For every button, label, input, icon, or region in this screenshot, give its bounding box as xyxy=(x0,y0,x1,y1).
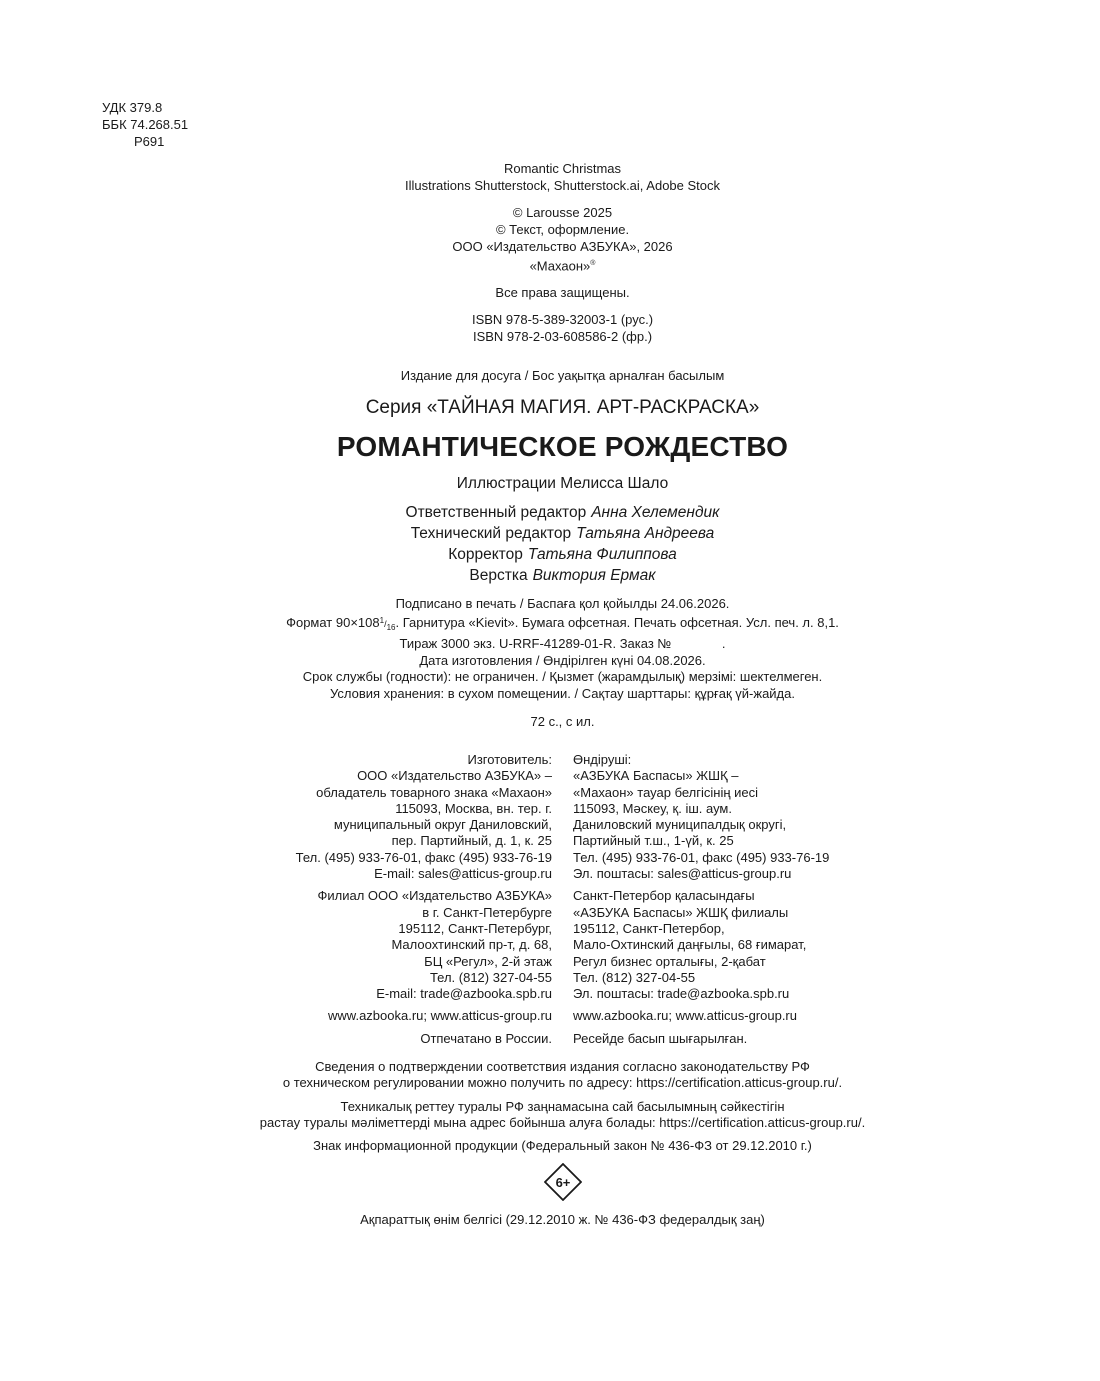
page-count: 72 с., с ил. xyxy=(530,714,595,730)
format-denominator: 16 xyxy=(386,622,396,632)
isbn-fr: ISBN 978-2-03-608586-2 (фр.) xyxy=(472,329,653,345)
format-line xyxy=(0,613,1100,636)
format-slash: / xyxy=(384,618,387,629)
branch-kz-line: Эл. поштасы: trade@azbooka.spb.ru xyxy=(573,986,790,1002)
manufacturer-ru-line: Тел. (495) 933-76-01, факс (495) 933-76-19 xyxy=(295,849,552,865)
shelf-life: Срок службы (годности): не ограничен. / Қызмет (жарамдылық) мерзімі: шектелмеген. xyxy=(302,669,823,685)
branch-kz-line: 195112, Санкт-Петербор, xyxy=(573,920,725,936)
info-sign-text: Знак информационной продукции (Федеральный закон № 436-ФЗ от 29.12.2010 г.) xyxy=(313,1138,812,1154)
manufacturer-ru-line: 115093, Москва, вн. тер. г. xyxy=(395,800,552,816)
staff-row xyxy=(0,523,1100,544)
manufacturer-ru-line: Изготовитель: xyxy=(467,752,552,767)
certification-ru-1: Сведения о подтверждении соответствия издания согласно законодательству РФ xyxy=(315,1059,810,1074)
author-code: Р691 xyxy=(134,134,165,149)
copyright-line-2: © Текст, оформление. xyxy=(495,222,630,237)
age-rating-diamond-icon xyxy=(544,1163,582,1201)
branch-ru-line: БЦ «Регул», 2-й этаж xyxy=(424,953,552,969)
storage-conditions: Условия хранения: в сухом помещении. / Сақтау шарттары: құрғақ үй-жайда. xyxy=(329,685,795,701)
branch-ru-line: 195112, Санкт-Петербург, xyxy=(398,920,552,936)
format-fraction xyxy=(379,615,396,632)
isbn-ru: ISBN 978-5-389-32003-1 (рус.) xyxy=(471,312,654,328)
staff-row xyxy=(0,502,1100,523)
staff-list xyxy=(0,502,1100,586)
website-kz: www.azbooka.ru; www.atticus-group.ru xyxy=(573,1008,797,1024)
age-rating-badge xyxy=(544,1163,582,1201)
branch-kz-line: Регул бизнес орталығы, 2-қабат xyxy=(573,953,766,969)
manufacturer-kz-line: Тел. (495) 933-76-01, факс (495) 933-76-19 xyxy=(573,849,830,865)
manufacturer-kz-line: Эл. поштасы: sales@atticus-group.ru xyxy=(573,866,792,882)
info-sign-text-kz: Ақпараттық өнім белгісі (29.12.2010 ж. № 436-ФЗ федералдық заң) xyxy=(360,1212,765,1227)
staff-role: Технический редактор xyxy=(410,525,572,543)
format-numerator: 1 xyxy=(379,615,385,625)
illustration-sources: Illustrations Shutterstock, Shutterstock.ai, Adobe Stock xyxy=(404,178,721,193)
format-prefix: Формат 90×108 xyxy=(286,614,380,630)
certification-ru-2: о техническом регулировании можно получить по адресу: https://certification.atticus-group.ru/. xyxy=(282,1075,843,1091)
book-title: РОМАНТИЧЕСКОЕ РОЖДЕСТВО xyxy=(336,431,789,463)
manufacturer-kz-line: «АЗБУКА Баспасы» ЖШҚ – xyxy=(573,768,739,784)
udk-code: УДК 379.8 xyxy=(102,100,163,115)
branch-kz-line: «АЗБУКА Баспасы» ЖШҚ филиалы xyxy=(573,904,789,920)
manufacturer-kz-line: Даниловский муниципалдық округі, xyxy=(573,817,787,833)
manufacturer-kz-line: 115093, Мәскеу, қ. іш. аум. xyxy=(573,800,732,816)
copyright-line-3: ООО «Издательство АЗБУКА», 2026 xyxy=(452,239,673,254)
certification-kz-2: растау туралы мәліметтерді мына адрес бойынша алуға болады: https://certification.atticus-group.ru/. xyxy=(259,1114,866,1130)
series-title: Серия «ТАЙНАЯ МАГИЯ. АРТ-РАСКРАСКА» xyxy=(365,397,760,419)
manufacturer-ru-line: муниципальный округ Даниловский, xyxy=(333,817,552,833)
trademark-name: «Махаон» xyxy=(529,258,591,274)
manufacturer-kz-line: Өндіруші: xyxy=(573,752,632,767)
format-suffix: . Гарнитура «Kievit». Бумага офсетная. Печать офсетная. Усл. печ. л. 8,1. xyxy=(395,614,839,630)
age-rating-label: 6+ xyxy=(555,1175,571,1190)
staff-name: Татьяна Андреева xyxy=(576,525,715,543)
print-data xyxy=(0,596,1100,730)
copyright-line-1: © Larousse 2025 xyxy=(512,205,613,220)
staff-name: Виктория Ермак xyxy=(532,567,656,585)
printed-in-kz: Ресейде басып шығарылған. xyxy=(573,1030,748,1046)
branch-kz-line: Санкт-Петербор қаласындағы xyxy=(573,888,755,904)
branch-ru-line: Филиал ООО «Издательство АЗБУКА» xyxy=(317,888,552,904)
manufacturer-ru-line: пер. Партийный, д. 1, к. 25 xyxy=(391,833,552,849)
manufacturer-kz-line: Партийный т.ш., 1-үй, к. 25 xyxy=(573,833,734,849)
staff-name: Анна Хелемендик xyxy=(591,504,720,522)
branch-ru-line: E-mail: trade@azbooka.spb.ru xyxy=(376,986,552,1002)
certification-kz-1: Техникалық реттеу туралы РФ заңнамасына сай басылымның сәйкестігін xyxy=(340,1098,785,1114)
manufacturer-ru-line: обладатель товарного знака «Махаон» xyxy=(316,784,552,800)
copyright-line-4 xyxy=(0,255,1100,274)
rights-reserved: Все права защищены. xyxy=(495,285,630,301)
manufacturer-kz-line: «Махаон» тауар белгісінің иесі xyxy=(573,784,759,800)
registered-mark: ® xyxy=(590,260,596,267)
bbk-code: ББК 74.268.51 xyxy=(102,117,189,132)
website-ru: www.azbooka.ru; www.atticus-group.ru xyxy=(328,1008,552,1024)
manufacture-date: Дата изготовления / Өндірілген күні 04.08.2026. xyxy=(419,652,706,668)
manufacturer-ru-line: ООО «Издательство АЗБУКА» – xyxy=(357,768,552,784)
manufacturer-ru-line: E-mail: sales@atticus-group.ru xyxy=(374,866,552,882)
printed-in-ru: Отпечатано в России. xyxy=(420,1030,552,1046)
certification-block xyxy=(0,1059,1100,1154)
print-run: Тираж 3000 экз. U-RRF-41289-01-R. Заказ № . xyxy=(399,636,726,652)
branch-kz-line: Мало-Охтинский даңғылы, 68 ғимарат, xyxy=(573,937,807,953)
classification-codes xyxy=(102,99,222,150)
branch-ru-line: Тел. (812) 327-04-55 xyxy=(429,969,552,985)
signed-date: Подписано в печать / Баспаға қол қойылды 24.06.2026. xyxy=(395,596,730,612)
edition-type: Издание для досуга / Бос уақытқа арналған басылым xyxy=(400,368,725,384)
manufacturer-block xyxy=(0,752,1100,1047)
staff-row xyxy=(0,544,1100,565)
illustrator-credit: Иллюстрации Мелисса Шало xyxy=(456,475,669,493)
original-title: Romantic Christmas xyxy=(503,161,622,176)
info-sign-kz-block xyxy=(0,1212,1100,1228)
staff-row xyxy=(0,565,1100,586)
staff-role: Корректор xyxy=(448,546,523,564)
staff-role: Ответственный редактор xyxy=(405,504,587,522)
branch-kz-line: Тел. (812) 327-04-55 xyxy=(573,969,696,985)
staff-role: Верстка xyxy=(469,567,528,585)
branch-ru-line: в г. Санкт-Петербурге xyxy=(422,904,552,920)
staff-name: Татьяна Филиппова xyxy=(527,546,677,564)
branch-ru-line: Малоохтинский пр-т, д. 68, xyxy=(391,937,552,953)
imprint-main xyxy=(0,160,1100,731)
